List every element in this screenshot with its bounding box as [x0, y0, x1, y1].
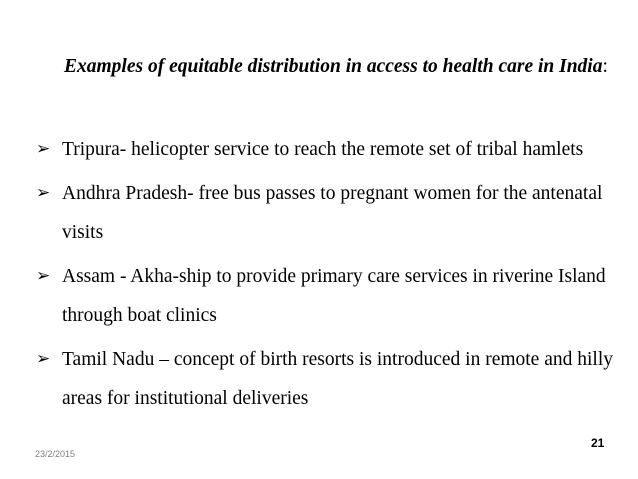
footer-date: 23/2/2015 — [35, 449, 76, 459]
list-item — [36, 174, 626, 252]
bullet-text: Assam - Akha-ship to provide primary care services in riverine Island through boat clinics — [62, 266, 606, 326]
page-number: 21 — [591, 436, 605, 450]
arrow-bullet-icon: ➢ — [36, 266, 51, 286]
bullet-text: Tripura- helicopter service to reach the remote set of tribal hamlets — [62, 139, 584, 160]
arrow-bullet-icon: ➢ — [36, 183, 51, 203]
list-item — [36, 340, 626, 418]
bullet-list — [36, 130, 626, 423]
bullet-text: Tamil Nadu – concept of birth resorts is introduced in remote and hilly areas for institutional deliveries — [62, 349, 613, 409]
list-item — [36, 257, 626, 335]
list-item — [36, 130, 626, 169]
arrow-bullet-icon: ➢ — [36, 139, 51, 159]
heading-colon: : — [602, 56, 608, 77]
arrow-bullet-icon: ➢ — [36, 349, 51, 369]
bullet-text: Andhra Pradesh- free bus passes to pregnant women for the antenatal visits — [62, 183, 603, 243]
heading-text: Examples of equitable distribution in access to health care in India — [64, 56, 603, 77]
slide-heading — [64, 46, 624, 88]
